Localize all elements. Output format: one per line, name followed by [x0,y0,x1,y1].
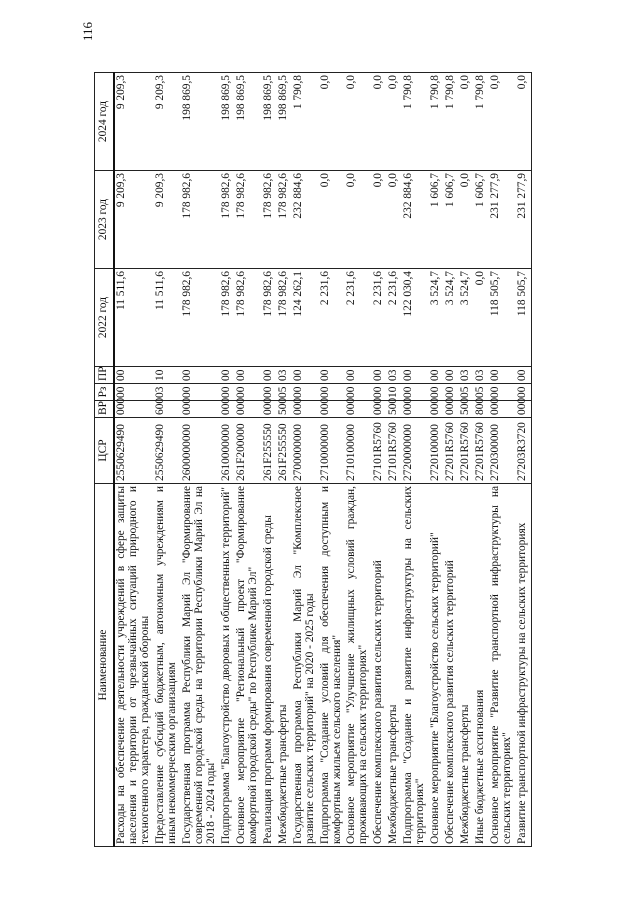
col-header-rz: Рз [95,384,115,401]
table-row [402,73,429,847]
cell-csr: 2610000000 [220,418,235,484]
cell-2024: 0,0 [459,73,474,171]
cell-2023: 1 606,7 [474,171,489,269]
cell-name: Основное мероприятие "Региональный проект "Формирование комфортной городской среды" по Республике Марий Эл" [235,484,262,847]
cell-csr: 261F255550 [277,418,292,484]
cell-csr: 2550629490 [154,418,181,484]
cell-pr: 03 [277,367,292,384]
table-row [235,73,262,847]
cell-2024: 198 869,5 [235,73,262,171]
table-body [114,73,532,847]
cell-vr: 500 [277,401,292,418]
table-row [262,73,277,847]
cell-2022: 2 231,6 [387,269,402,367]
cell-vr: 000 [345,401,372,418]
cell-vr: 500 [387,401,402,418]
cell-2023: 232 884,6 [292,171,319,269]
cell-2023: 0,0 [387,171,402,269]
cell-2024: 0,0 [319,73,346,171]
cell-csr: 2700000000 [292,418,319,484]
cell-name: Подпрограмма "Создание условий для обеспечения доступным и комфортным жильем сельского населения" [319,484,346,847]
cell-2022: 3 524,7 [459,269,474,367]
cell-csr: 261F200000 [235,418,262,484]
cell-name: Государственная программа Республики Марий Эл "Формирование современной городской среды на территории Республики Марий Эл на 2018 - 2024 годы" [181,484,220,847]
cell-name: Обеспечение комплексного развития сельских территорий [444,484,459,847]
cell-2023: 231 277,9 [516,171,531,269]
cell-2024: 198 869,5 [220,73,235,171]
cell-pr: 03 [459,367,474,384]
cell-2022: 2 231,6 [372,269,387,367]
table-row [154,73,181,847]
cell-vr: 000 [402,401,429,418]
cell-vr: 000 [372,401,387,418]
cell-2024: 0,0 [387,73,402,171]
cell-rz: 00 [444,384,459,401]
table-row [444,73,459,847]
cell-name: Межбюджетные трансферты [459,484,474,847]
cell-2022: 118 505,7 [489,269,516,367]
cell-name: Расходы на обеспечение деятельности учреждений в сфере защиты населения и территории от чрезвычайных ситуаций природного и техногенного характера, гражданской обороны [114,484,154,847]
cell-rz: 00 [516,384,531,401]
col-header-vr: ВР [95,401,115,418]
cell-pr: 00 [235,367,262,384]
cell-vr: 000 [292,401,319,418]
cell-vr: 000 [429,401,444,418]
cell-2023: 178 982,6 [181,171,220,269]
cell-pr: 00 [372,367,387,384]
cell-2022: 122 030,4 [402,269,429,367]
table-row [277,73,292,847]
col-header-2024: 2024 год [95,73,115,171]
cell-2024: 0,0 [516,73,531,171]
cell-2023: 178 982,6 [220,171,235,269]
cell-2023: 1 606,7 [444,171,459,269]
cell-csr: 2550629490 [114,418,154,484]
cell-2023: 178 982,6 [277,171,292,269]
cell-2024: 0,0 [489,73,516,171]
cell-vr: 000 [262,401,277,418]
cell-rz: 00 [372,384,387,401]
cell-2022: 178 982,6 [181,269,220,367]
table-row [474,73,489,847]
cell-name: Реализация программ формирования современной городской среды [262,484,277,847]
cell-rz: 00 [220,384,235,401]
cell-2023: 9 209,3 [154,171,181,269]
cell-name: Основное мероприятие "Улучшение жилищных условий граждан, проживающих на сельских территориях" [345,484,372,847]
cell-2024: 198 869,5 [181,73,220,171]
cell-pr: 00 [402,367,429,384]
cell-2022: 124 262,1 [292,269,319,367]
cell-rz: 05 [474,384,489,401]
cell-csr: 27201R5760 [459,418,474,484]
cell-name: Основное мероприятие "Благоустройство сельских территорий" [429,484,444,847]
cell-pr: 10 [154,367,181,384]
cell-2022: 2 231,6 [319,269,346,367]
cell-vr: 500 [459,401,474,418]
cell-rz: 10 [387,384,402,401]
cell-rz: 03 [154,384,181,401]
cell-csr: 27201R5760 [474,418,489,484]
cell-csr: 261F255550 [262,418,277,484]
cell-vr: 000 [220,401,235,418]
cell-2024: 1 790,8 [444,73,459,171]
col-header-2023: 2023 год [95,171,115,269]
cell-csr: 27101R5760 [372,418,387,484]
cell-pr: 00 [114,367,154,384]
cell-pr: 00 [489,367,516,384]
col-header-csr: ЦСР [95,418,115,484]
cell-2023: 1 606,7 [429,171,444,269]
table-row [114,73,154,847]
cell-rz: 00 [402,384,429,401]
cell-2022: 178 982,6 [262,269,277,367]
cell-name: Развитие транспортной инфраструктуры на сельских территориях [516,484,531,847]
cell-pr: 00 [181,367,220,384]
cell-vr: 000 [516,401,531,418]
cell-pr: 00 [429,367,444,384]
page-number: 116 [80,22,95,42]
cell-pr: 03 [474,367,489,384]
cell-name: Межбюджетные трансферты [387,484,402,847]
cell-pr: 00 [345,367,372,384]
cell-2022: 3 524,7 [444,269,459,367]
cell-2023: 232 884,6 [402,171,429,269]
col-header-2022: 2022 год [95,269,115,367]
cell-pr: 00 [444,367,459,384]
cell-rz: 00 [181,384,220,401]
cell-2024: 9 209,3 [154,73,181,171]
table-row [489,73,516,847]
cell-2023: 9 209,3 [114,171,154,269]
budget-table [94,72,532,847]
cell-csr: 2720300000 [489,418,516,484]
table-row [220,73,235,847]
cell-2024: 198 869,5 [262,73,277,171]
cell-2023: 0,0 [372,171,387,269]
cell-rz: 00 [262,384,277,401]
cell-pr: 00 [220,367,235,384]
cell-2024: 1 790,8 [474,73,489,171]
cell-rz: 00 [292,384,319,401]
col-header-name: Наименование [95,484,115,847]
cell-2023: 178 982,6 [235,171,262,269]
cell-csr: 27101R5760 [387,418,402,484]
cell-2024: 0,0 [345,73,372,171]
cell-2022: 178 982,6 [220,269,235,367]
cell-2023: 178 982,6 [262,171,277,269]
cell-2023: 0,0 [345,171,372,269]
cell-csr: 27201R5760 [444,418,459,484]
cell-2024: 9 209,3 [114,73,154,171]
cell-2022: 178 982,6 [235,269,262,367]
cell-name: Межбюджетные трансферты [277,484,292,847]
cell-2022: 11 511,6 [114,269,154,367]
cell-2022: 118 505,7 [516,269,531,367]
cell-vr: 000 [114,401,154,418]
cell-csr: 27203R3720 [516,418,531,484]
table-row [387,73,402,847]
cell-rz: 00 [235,384,262,401]
cell-csr: 2710100000 [345,418,372,484]
cell-csr: 2600000000 [181,418,220,484]
cell-rz: 05 [459,384,474,401]
cell-pr: 03 [387,367,402,384]
cell-pr: 00 [262,367,277,384]
cell-2023: 0,0 [319,171,346,269]
cell-csr: 2720100000 [429,418,444,484]
cell-2022: 3 524,7 [429,269,444,367]
cell-2024: 1 790,8 [429,73,444,171]
table-row [372,73,387,847]
table-row [516,73,531,847]
table-row [459,73,474,847]
cell-csr: 2720000000 [402,418,429,484]
cell-name: Обеспечение комплексного развития сельских территорий [372,484,387,847]
cell-2023: 0,0 [459,171,474,269]
cell-pr: 00 [319,367,346,384]
cell-name: Предоставление субсидий бюджетным, автономным учреждениям и иным некоммерческим организациям [154,484,181,847]
cell-rz: 00 [114,384,154,401]
cell-name: Подпрограмма "Создание и развитие инфраструктуры на сельских территориях" [402,484,429,847]
cell-vr: 800 [474,401,489,418]
cell-name: Государственная программа Республики Марий Эл "Комплексное развитие сельских территорий" на 2020 - 2025 годы [292,484,319,847]
table-row [319,73,346,847]
cell-2023: 231 277,9 [489,171,516,269]
cell-rz: 00 [345,384,372,401]
cell-vr: 000 [319,401,346,418]
cell-pr: 00 [292,367,319,384]
cell-vr: 600 [154,401,181,418]
cell-name: Основное мероприятие "Развитие транспортной инфраструктуры на сельских территориях" [489,484,516,847]
table-row [429,73,444,847]
cell-csr: 2710000000 [319,418,346,484]
cell-2022: 2 231,6 [345,269,372,367]
cell-2024: 1 790,8 [292,73,319,171]
cell-2022: 0,0 [474,269,489,367]
cell-pr: 00 [516,367,531,384]
table-row [181,73,220,847]
cell-name: Подпрограмма "Благоустройство дворовых и общественных территорий" [220,484,235,847]
table-row [292,73,319,847]
cell-2024: 0,0 [372,73,387,171]
cell-rz: 00 [489,384,516,401]
cell-vr: 000 [181,401,220,418]
cell-rz: 00 [429,384,444,401]
cell-vr: 000 [235,401,262,418]
col-header-pr: ПР [95,367,115,384]
cell-2024: 198 869,5 [277,73,292,171]
cell-vr: 000 [489,401,516,418]
cell-2024: 1 790,8 [402,73,429,171]
table-header [95,73,115,847]
cell-rz: 05 [277,384,292,401]
cell-2022: 11 511,6 [154,269,181,367]
cell-2022: 178 982,6 [277,269,292,367]
table-row [345,73,372,847]
cell-vr: 000 [444,401,459,418]
cell-name: Иные бюджетные ассигнования [474,484,489,847]
cell-rz: 00 [319,384,346,401]
